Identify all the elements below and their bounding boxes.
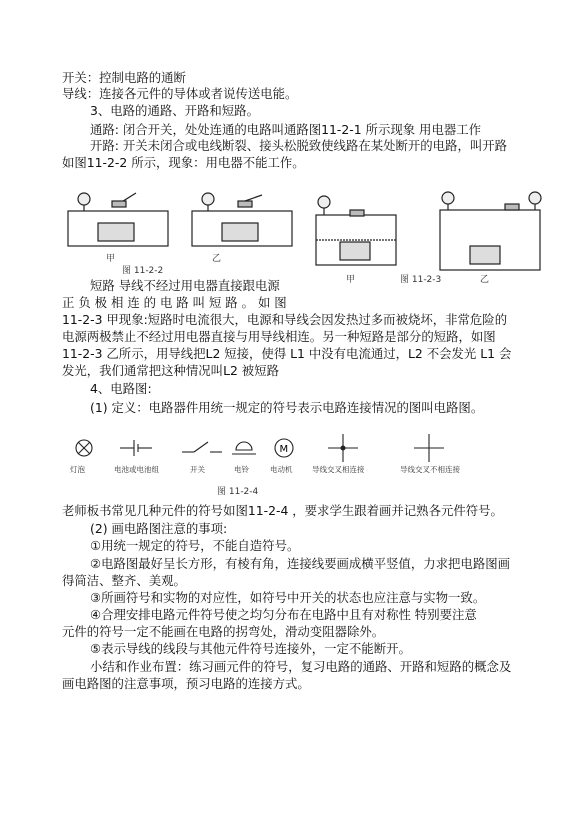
text-line: 开关：控制电路的通断	[62, 70, 186, 85]
motor-symbol-letter: M	[279, 444, 289, 455]
text-line: ②电路图最好呈长方形，有棱有角，连接线要画成横平竖值，力求把电路图画	[90, 556, 510, 571]
text-line: 导线：连接各元件的导体或者说传送电能。	[62, 86, 298, 101]
symbol-label-motor: 电动机	[270, 465, 293, 474]
text-line: 开路: 开关未闭合或电线断裂、接头松脱致使线路在某处断开的电路，叫开路	[90, 138, 508, 153]
text-line: 11-2-3 乙所示，用导线把L2 短接，使得 L1 中没有电流通过，L2 不会发光 L1 会	[62, 346, 512, 361]
text-line: (2) 画电路图注意的事项:	[90, 521, 228, 536]
symbol-label-lamp: 灯泡	[70, 465, 85, 474]
figure-11-2-3	[310, 180, 555, 290]
figure-11-2-2	[62, 183, 302, 276]
symbol-label-battery: 电池或电池组	[114, 465, 159, 474]
text-line: ⑤表示导线的线段与其他元件符号连接外，一定不能断开。	[90, 641, 411, 656]
text-line: ③所画符号和实物的对应性，如符号中开关的状态也应注意与实物一致。	[90, 590, 486, 605]
figure-sublabel: 乙	[212, 254, 222, 264]
circuit-illustration-open	[62, 183, 302, 273]
text-line: 画电路图的注意事项，预习电路的连接方式。	[62, 676, 310, 691]
figure-sublabel: 乙	[480, 275, 490, 285]
symbol-label-wires-connected: 导线交叉相连接	[312, 465, 365, 474]
text-line: 短路 导线不经过用电器直接跟电源	[90, 278, 280, 293]
figure-caption: 图 11-2-3	[400, 275, 442, 285]
figure-caption: 图 11-2-4	[217, 487, 259, 497]
text-line: 如图11-2-2 所示，现象：用电器不能工作。	[62, 155, 305, 170]
figure-11-2-4	[62, 430, 552, 500]
text-line: (1) 定义：电路器件用统一规定的符号表示电路连接情况的图叫电路图。	[90, 400, 484, 415]
symbol-label-wires-not-connected: 导线交叉不相连接	[400, 465, 460, 474]
symbol-label-bell: 电铃	[234, 465, 249, 474]
section-heading: 3、电路的通路、开路和短路。	[90, 103, 259, 118]
text-line: 电源两极禁止不经过用电器直接与用导线相连。另一种短路是部分的短路，如图	[62, 329, 496, 344]
text-line: 元件的符号一定不能画在电路的拐弯处，滑动变阻器除外。	[62, 624, 385, 639]
symbol-label-switch: 开关	[190, 465, 205, 474]
figure-sublabel: 甲	[346, 275, 356, 285]
text-line: ④合理安排电路元件符号使之均匀分布在电路中且有对称性 特别要注意	[90, 607, 477, 622]
text-line: 正 负 极 相 连 的 电 路 叫 短 路 。 如 图	[62, 295, 287, 310]
section-heading: 4、电路图:	[90, 381, 152, 396]
text-line: 得简洁、整齐、美观。	[62, 573, 186, 588]
figure-caption: 图 11-2-2	[122, 266, 164, 276]
text-line: 11-2-3 甲现象:短路时电流很大，电源和导线会因发热过多而被烧坏，非常危险的	[62, 312, 508, 327]
figure-sublabel: 甲	[106, 254, 116, 264]
text-line: ①用统一规定的符号，不能自造符号。	[90, 538, 300, 553]
text-line: 老师板书常见几种元件的符号如图11-2-4 ，要求学生跟着画并记熟各元件符号。	[62, 503, 503, 518]
text-line: 通路: 闭合开关，处处连通的电路叫通路图11-2-1 所示现象 用电器工作	[90, 122, 482, 137]
text-line: 发光，我们通常把这种情况叫L2 被短路	[62, 363, 279, 378]
text-line: 小结和作业布置：练习画元件的符号，复习电路的通路、开路和短路的概念及	[90, 659, 512, 674]
